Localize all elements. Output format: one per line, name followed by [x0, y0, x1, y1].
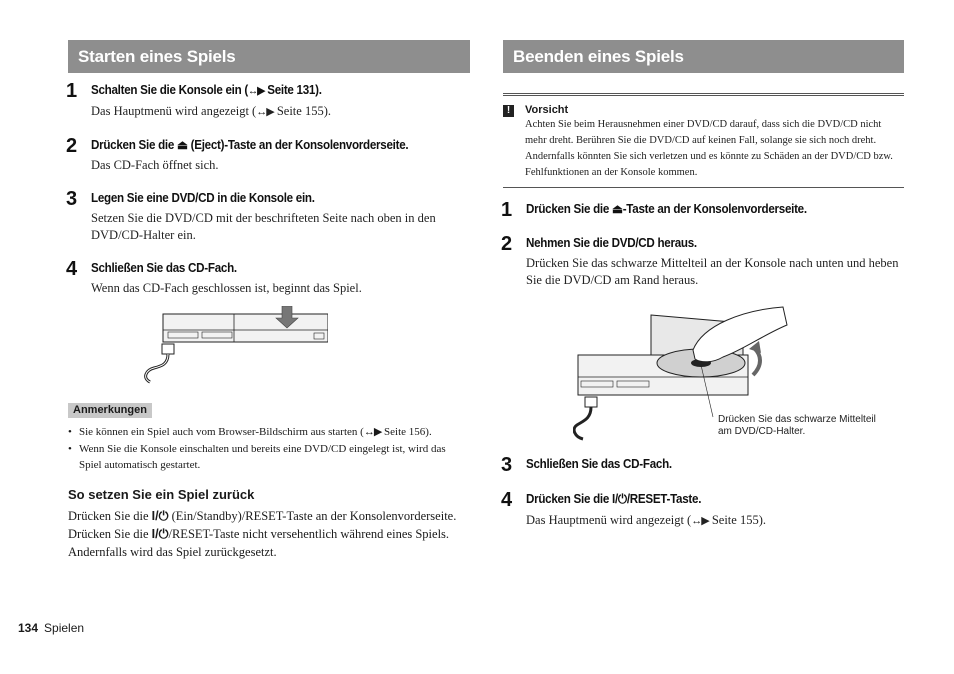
- end-step-4: [503, 490, 904, 530]
- step-number: 4: [501, 489, 513, 511]
- end-step-1: [501, 199, 904, 221]
- notes-label: Anmerkungen: [68, 403, 152, 418]
- console-insert-illustration: [138, 306, 328, 388]
- footer-section: Spielen: [44, 621, 85, 635]
- step-text: Das CD-Fach öffnet sich.: [91, 158, 219, 172]
- step-number: 3: [66, 188, 78, 210]
- right-column: [501, 40, 904, 527]
- notes-list: [68, 424, 470, 473]
- step-heading: Drücken Sie die I/⏻/RESET-Taste.: [526, 492, 702, 506]
- reset-subheading: So setzen Sie ein Spiel zurück: [68, 487, 255, 502]
- end-step-2: [503, 234, 904, 289]
- eject-icon: ⏏: [176, 138, 188, 152]
- step-heading: Schalten Sie die Konsole ein (↔▶ Seite 131).: [91, 83, 322, 97]
- arrow-icon: ↔▶: [248, 85, 265, 97]
- left-column: [66, 40, 470, 559]
- start-step-2: [68, 136, 470, 174]
- step-number: 2: [501, 233, 513, 255]
- start-step-4: [68, 259, 470, 297]
- step-text: Das Hauptmenü wird angezeigt (↔▶ Seite 155).: [91, 104, 331, 118]
- step-heading: Drücken Sie die ⏏ (Eject)-Taste an der Konsolenvorderseite.: [91, 138, 409, 152]
- step-text: Drücken Sie das schwarze Mittelteil an der Konsole nach unten und heben Sie die DVD/CD am Rand heraus.: [526, 256, 899, 287]
- step-text: Das Hauptmenü wird angezeigt (↔▶ Seite 155).: [526, 513, 766, 527]
- step-heading: Legen Sie eine DVD/CD in die Konsole ein.: [91, 191, 315, 205]
- start-step-3: [68, 189, 470, 244]
- start-step-1: [68, 81, 470, 121]
- power-icon: I/⏻: [151, 527, 169, 541]
- notes-block: [68, 400, 470, 561]
- caution-box: [503, 93, 904, 188]
- step-number: 2: [66, 135, 78, 157]
- eject-icon: ⏏: [611, 202, 623, 216]
- list-item: • Sie können ein Spiel auch vom Browser-Bildschirm aus starten (↔▶ Seite 156).: [68, 424, 470, 440]
- step-number: 1: [66, 80, 78, 102]
- step-heading: Schließen Sie das CD-Fach.: [91, 261, 237, 275]
- step-text: Wenn das CD-Fach geschlossen ist, beginnt das Spiel.: [91, 281, 362, 295]
- step-number: 1: [501, 199, 513, 221]
- list-item: • Wenn Sie die Konsole einschalten und bereits eine DVD/CD eingelegt ist, wird das Spiel automatisch gestartet.: [68, 441, 470, 473]
- step-number: 4: [66, 258, 78, 280]
- power-icon: I/⏻: [611, 492, 627, 506]
- section-title-end: Beenden eines Spiels: [503, 40, 904, 73]
- caution-text: Achten Sie beim Herausnehmen einer DVD/CD darauf, dass sich die DVD/CD nicht mehr dreht. Berühren Sie die DVD/CD auf keinen Fall, solange sie sich noch dreht. Andernfalls könnten Sie sich verletzen und es könnte zu Schäden an der DVD/CD bzw. Fehlfunktionen an der Konsole kommen.: [525, 119, 893, 178]
- step-text: Setzen Sie die DVD/CD mit der beschrifteten Seite nach oben in den DVD/CD-Halter ein.: [91, 211, 436, 242]
- arrow-icon: ↔▶: [256, 106, 274, 118]
- power-icon: I/⏻: [151, 509, 169, 523]
- warning-icon: !: [503, 105, 514, 117]
- caution-title: Vorsicht: [525, 104, 569, 116]
- page-footer: [18, 621, 84, 635]
- step-heading: Nehmen Sie die DVD/CD heraus.: [526, 236, 697, 250]
- arrow-icon: ↔▶: [363, 426, 382, 438]
- illustration-caption: Drücken Sie das schwarze Mittelteil am DVD/CD-Halter.: [718, 414, 876, 437]
- end-step-3: [501, 454, 904, 476]
- step-number: 3: [501, 454, 513, 476]
- step-heading: Schließen Sie das CD-Fach.: [526, 457, 672, 471]
- step-heading: Drücken Sie die ⏏-Taste an der Konsolenvorderseite.: [526, 202, 807, 216]
- section-title-start: Starten eines Spiels: [68, 40, 470, 73]
- reset-text: Drücken Sie die I/⏻ (Ein/Standby)/RESET-Taste an der Konsolenvorderseite. Drücken Sie die I/⏻/RESET-Taste nicht versehentlich während eines Spiels. Andernfalls wird das Spiel zurückgesetzt.: [68, 509, 457, 559]
- arrow-icon: ↔▶: [691, 515, 709, 527]
- page-number: 134: [18, 621, 39, 635]
